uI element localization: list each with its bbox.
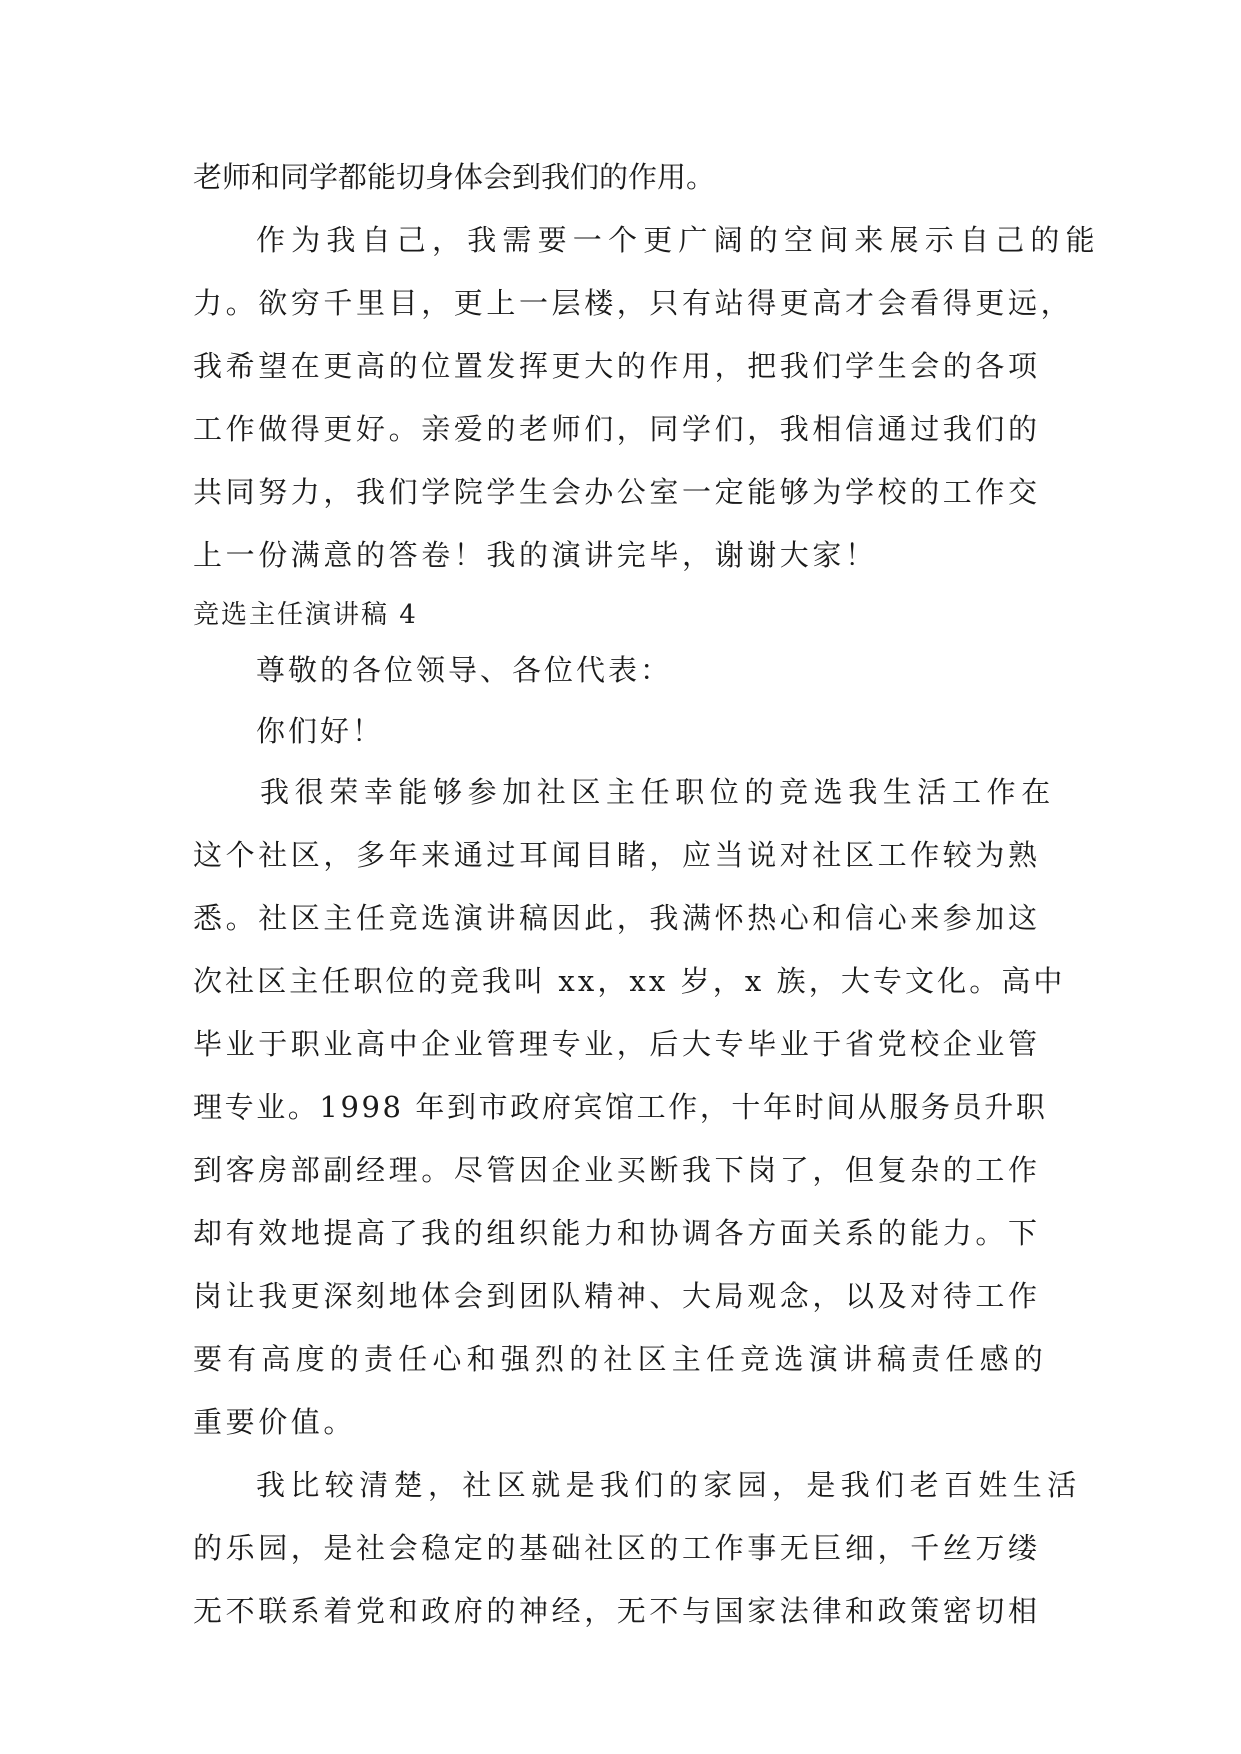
salutation: 尊敬的各位领导、各位代表： <box>256 653 673 687</box>
text-line: 老师和同学都能切身体会到我们的作用。 <box>193 160 716 194</box>
text-line: 却有效地提高了我的组织能力和协调各方面关系的能力。下 <box>193 1216 1041 1250</box>
text-line: 作为我自己，我需要一个更广阔的空间来展示自己的能 <box>256 223 1101 257</box>
text-line: 我很荣幸能够参加社区主任职位的竞选我生活工作在 <box>260 775 1056 809</box>
text-line: 共同努力，我们学院学生会办公室一定能够为学校的工作交 <box>193 475 1041 509</box>
greeting: 你们好！ <box>256 714 385 748</box>
text-line: 我比较清楚，社区就是我们的家园，是我们老百姓生活 <box>256 1468 1082 1502</box>
text-line: 力。欲穷千里目，更上一层楼，只有站得更高才会看得更远， <box>193 286 1074 320</box>
text-line: 要有高度的责任心和强烈的社区主任竞选演讲稿责任感的 <box>193 1342 1049 1376</box>
text-line: 上一份满意的答卷！我的演讲完毕，谢谢大家！ <box>193 538 878 572</box>
text-line: 工作做得更好。亲爱的老师们，同学们，我相信通过我们的 <box>193 412 1041 446</box>
text-line: 我希望在更高的位置发挥更大的作用，把我们学生会的各项 <box>193 349 1041 383</box>
text-line: 无不联系着党和政府的神经，无不与国家法律和政策密切相 <box>193 1594 1041 1628</box>
text-line: 悉。社区主任竞选演讲稿因此，我满怀热心和信心来参加这 <box>193 901 1041 935</box>
text-line: 岗让我更深刻地体会到团队精神、大局观念，以及对待工作 <box>193 1279 1041 1313</box>
text-line: 毕业于职业高中企业管理专业，后大专毕业于省党校企业管 <box>193 1027 1041 1061</box>
text-line: 次社区主任职位的竞我叫 xx，xx 岁，x 族，大专文化。高中 <box>193 964 1066 998</box>
text-line: 的乐园，是社会稳定的基础社区的工作事无巨细，千丝万缕 <box>193 1531 1041 1565</box>
section-heading: 竞选主任演讲稿 4 <box>193 600 418 630</box>
text-line: 这个社区，多年来通过耳闻目睹，应当说对社区工作较为熟 <box>193 838 1041 872</box>
text-line: 理专业。1998 年到市政府宾馆工作，十年时间从服务员升职 <box>193 1090 1048 1124</box>
text-line: 到客房部副经理。尽管因企业买断我下岗了，但复杂的工作 <box>193 1153 1041 1187</box>
text-line: 重要价值。 <box>193 1405 357 1439</box>
